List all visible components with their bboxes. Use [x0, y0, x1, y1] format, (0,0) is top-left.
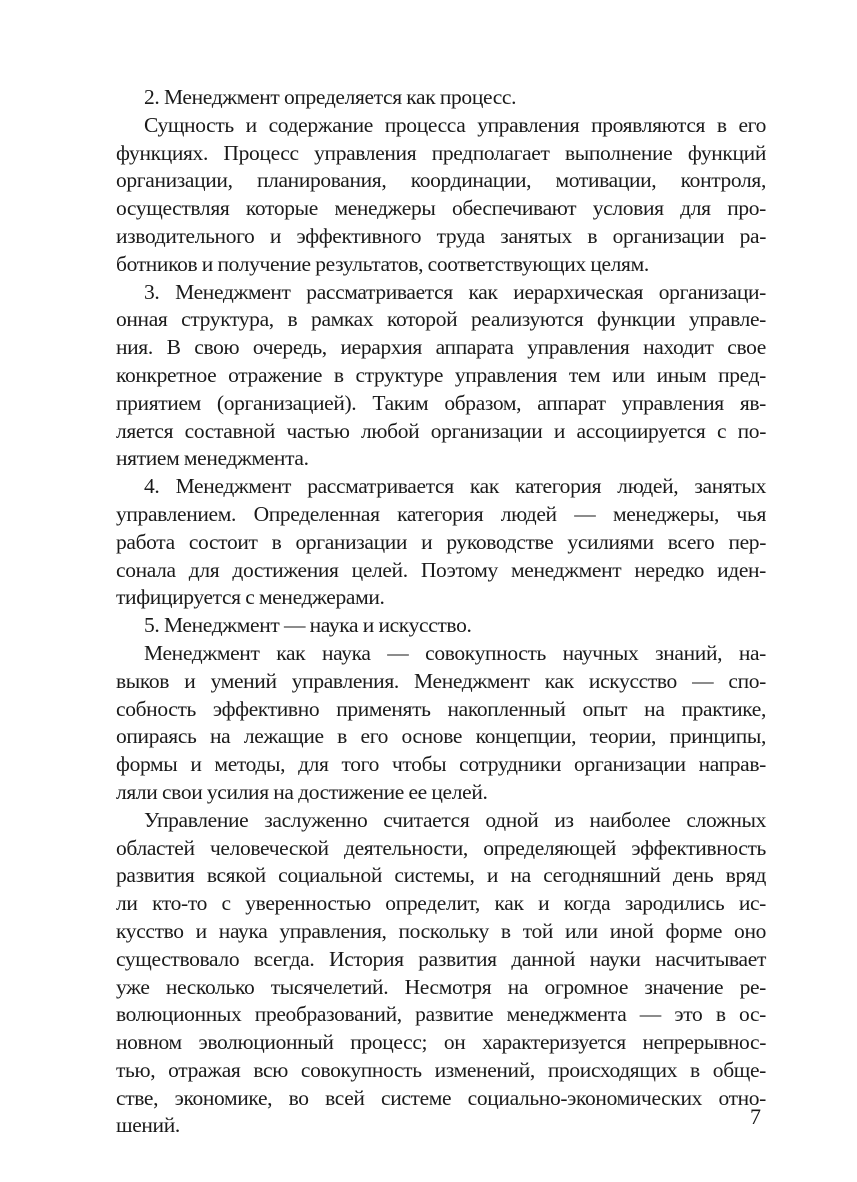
- paragraph: [116, 84, 766, 112]
- text-line: собность эффективно применять накопленный опыт на практике,: [116, 696, 766, 721]
- text-line: осуществляя которые менеджеры обеспечивают условия для про-: [116, 196, 766, 221]
- text-line: опираясь на лежащие в его основе концепции, теории, принципы,: [116, 724, 766, 749]
- text-line: областей человеческой деятельности, определяющей эффективность: [116, 835, 766, 860]
- text-line: развития всякой социальной системы, и на сегодняшний день вряд: [116, 863, 766, 888]
- text-line: конкретное отражение в структуре управления тем или иным пред-: [116, 362, 766, 387]
- page-number: 7: [750, 1104, 761, 1129]
- text-line: Управление заслуженно считается одной из наиболее сложных: [144, 807, 766, 832]
- text-line: онная структура, в рамках которой реализуются функции управле-: [116, 307, 766, 332]
- paragraph: [116, 807, 766, 1141]
- text-line: волюционных преобразований, развитие менеджмента — это в ос-: [116, 1002, 766, 1027]
- text-line: тифицируется с менеджерами.: [116, 585, 385, 610]
- text-line: 5. Менеджмент — наука и искусство.: [144, 613, 472, 638]
- text-line: уже несколько тысячелетий. Несмотря на огромное значение ре-: [116, 974, 766, 999]
- text-line: формы и методы, для того чтобы сотрудники организации направ-: [116, 752, 766, 777]
- text-line: приятием (организацией). Таким образом, аппарат управления яв-: [116, 390, 766, 415]
- text-line: ботников и получение результатов, соответствующих целям.: [116, 251, 649, 276]
- text-line: 2. Менеджмент определяется как процесс.: [144, 85, 517, 109]
- text-line: Менеджмент как наука — совокупность научных знаний, на-: [144, 640, 766, 665]
- text-line: стве, экономике, во всей системе социально-экономических отно-: [116, 1085, 766, 1110]
- text-line: работа состоит в организации и руководстве усилиями всего пер-: [116, 529, 766, 554]
- paragraph: [116, 279, 766, 474]
- text-line: 3. Менеджмент рассматривается как иерархическая организаци-: [144, 279, 766, 304]
- page-body-text: [116, 84, 766, 1140]
- text-line: новном эволюционный процесс; он характеризуется непрерывнос-: [116, 1030, 766, 1055]
- text-line: кусство и наука управления, поскольку в той или иной форме оно: [116, 918, 766, 943]
- text-line: существовало всегда. История развития данной науки насчитывает: [116, 946, 766, 971]
- text-line: ляется составной частью любой организации и ассоциируется с по-: [116, 418, 766, 443]
- text-line: изводительного и эффективного труда занятых в организации ра-: [116, 223, 766, 248]
- paragraph: [116, 112, 766, 279]
- text-line: управлением. Определенная категория людей — менеджеры, чья: [116, 501, 766, 526]
- text-line: выков и умений управления. Менеджмент как искусство — спо-: [116, 668, 766, 693]
- text-line: шений.: [116, 1113, 180, 1138]
- text-line: ли кто-то с уверенностью определит, как и когда зародились ис-: [116, 891, 766, 916]
- paragraph: [116, 612, 766, 640]
- text-line: ния. В свою очередь, иерархия аппарата управления находит свое: [116, 335, 766, 360]
- text-line: тью, отражая всю совокупность изменений, происходящих в обще-: [116, 1057, 766, 1082]
- text-line: организации, планирования, координации, мотивации, контроля,: [116, 168, 766, 193]
- paragraph: [116, 640, 766, 807]
- text-line: Сущность и содержание процесса управления проявляются в его: [144, 112, 766, 137]
- text-line: ляли свои усилия на достижение ее целей.: [116, 779, 488, 804]
- text-line: нятием менеджмента.: [116, 446, 309, 471]
- paragraph: [116, 473, 766, 612]
- text-line: 4. Менеджмент рассматривается как категория людей, занятых: [144, 474, 766, 499]
- text-line: сонала для достижения целей. Поэтому менеджмент нередко иден-: [116, 557, 766, 582]
- text-line: функциях. Процесс управления предполагает выполнение функций: [116, 140, 766, 165]
